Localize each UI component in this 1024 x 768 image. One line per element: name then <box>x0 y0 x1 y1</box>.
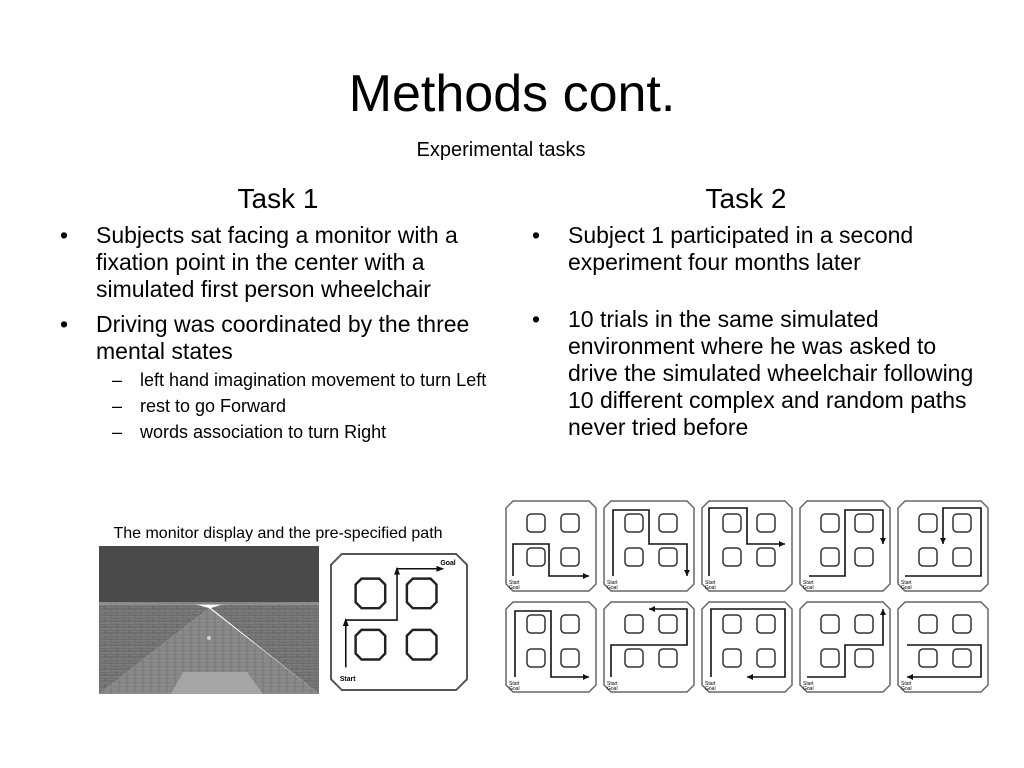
bullet-glyph: • <box>532 306 541 332</box>
map-obstacle-block <box>659 514 677 532</box>
map-obstacle-block <box>723 548 741 566</box>
start-label: Start <box>607 580 618 586</box>
goal-label: Goal <box>440 559 456 567</box>
map-obstacle-block <box>527 514 545 532</box>
map-obstacle-block <box>561 649 579 667</box>
task2-bullet-text: 10 trials in the same simulated environment where he was asked to drive the simulated wheelchair following 10 different complex and random paths never tried before <box>568 306 974 440</box>
goal-label: Goal <box>901 686 912 692</box>
slide-subtitle: Experimental tasks <box>416 139 586 161</box>
goal-label: Goal <box>607 585 618 591</box>
start-label: Start <box>705 681 716 687</box>
map-obstacle-block <box>561 615 579 633</box>
start-label: Start <box>901 580 912 586</box>
task1-heading: Task 1 <box>237 183 319 214</box>
map-obstacle-block <box>757 615 775 633</box>
task2-heading: Task 2 <box>705 183 787 214</box>
map-obstacle-block <box>855 649 873 667</box>
task2-bullet-item <box>528 222 974 276</box>
goal-label: Goal <box>901 585 912 591</box>
map-obstacle-block <box>659 548 677 566</box>
task1-bullet-text: Driving was coordinated by the three mental states <box>96 311 470 364</box>
task1-sub-item <box>100 395 502 417</box>
slide-title: Methods cont. <box>348 65 676 123</box>
map-obstacle-block <box>561 548 579 566</box>
map-obstacle-block <box>855 548 873 566</box>
map-obstacle-block <box>919 649 937 667</box>
task2-bullet-item <box>528 306 974 441</box>
task1-sub-list <box>96 369 502 443</box>
start-label: Start <box>509 580 520 586</box>
map-obstacle-block <box>919 615 937 633</box>
simulated-corridor-image <box>99 546 319 694</box>
map-obstacle-block <box>625 649 643 667</box>
trial-path-map <box>505 500 597 592</box>
map-obstacle-block <box>527 615 545 633</box>
task1-sub-text: rest to go Forward <box>140 396 287 416</box>
map-obstacle-block <box>723 615 741 633</box>
start-label: Start <box>901 681 912 687</box>
start-label: Start <box>803 681 814 687</box>
dash-glyph: – <box>112 422 123 442</box>
map-frame <box>506 501 596 591</box>
map-obstacle-block <box>625 615 643 633</box>
trial-path-map <box>897 500 989 592</box>
map-obstacle-block <box>821 514 839 532</box>
start-label: Start <box>509 681 520 687</box>
start-label: Start <box>705 580 716 586</box>
figure-caption: The monitor display and the pre-specified path <box>113 525 443 542</box>
bullet-glyph: • <box>532 222 541 248</box>
map-obstacle-block <box>757 649 775 667</box>
map-obstacle-block <box>723 649 741 667</box>
trial-path-map <box>701 500 793 592</box>
map-obstacle-block <box>855 514 873 532</box>
task1-sub-text: left hand imagination movement to turn Left <box>140 370 487 390</box>
goal-label: Goal <box>607 686 618 692</box>
map-obstacle-block <box>953 514 971 532</box>
map-obstacle-block <box>625 514 643 532</box>
map-frame <box>604 602 694 692</box>
task1-sub-text: words association to turn Right <box>140 422 387 442</box>
task1-sub-item <box>100 369 502 391</box>
task1-bullet-item <box>56 222 502 303</box>
trial-path-map <box>603 601 695 693</box>
map-obstacle-block <box>953 548 971 566</box>
goal-label: Goal <box>509 585 520 591</box>
start-label: Start <box>803 580 814 586</box>
map-obstacle-block <box>527 649 545 667</box>
map-obstacle-block <box>953 615 971 633</box>
goal-label: Goal <box>803 585 814 591</box>
map-obstacle-block <box>561 514 579 532</box>
trial-path-map <box>897 601 989 693</box>
task1-bullet-item <box>56 311 502 443</box>
map-obstacle-block <box>821 615 839 633</box>
trial-path-map <box>799 500 891 592</box>
goal-label: Goal <box>803 686 814 692</box>
pre-specified-path-map <box>330 553 468 691</box>
map-obstacle-block <box>919 548 937 566</box>
task2-bullet-list <box>528 222 974 441</box>
map-obstacle-block <box>953 649 971 667</box>
dash-glyph: – <box>112 396 123 416</box>
map-obstacle-block <box>821 649 839 667</box>
start-label: Start <box>607 681 618 687</box>
bullet-glyph: • <box>60 311 69 337</box>
map-obstacle-block <box>821 548 839 566</box>
trial-path-map <box>701 601 793 693</box>
task2-bullet-text: Subject 1 participated in a second experiment four months later <box>568 222 914 275</box>
goal-label: Goal <box>705 686 716 692</box>
start-label: Start <box>339 676 356 684</box>
map-obstacle-block <box>659 649 677 667</box>
task1-bullet-list <box>56 222 502 447</box>
map-obstacle-block <box>659 615 677 633</box>
task1-sub-item <box>100 421 502 443</box>
map-obstacle-block <box>723 514 741 532</box>
trial-path-map <box>505 601 597 693</box>
task1-bullet-text: Subjects sat facing a monitor with a fixation point in the center with a simulated first person wheelchair <box>96 222 458 302</box>
goal-label: Goal <box>705 585 716 591</box>
map-obstacle-block <box>625 548 643 566</box>
goal-label: Goal <box>509 686 520 692</box>
map-obstacle-block <box>855 615 873 633</box>
trial-path-map <box>603 500 695 592</box>
bullet-glyph: • <box>60 222 69 248</box>
map-obstacle-block <box>919 514 937 532</box>
dash-glyph: – <box>112 370 123 390</box>
map-obstacle-block <box>757 548 775 566</box>
map-obstacle-block <box>527 548 545 566</box>
map-frame <box>702 602 792 692</box>
trial-path-map <box>799 601 891 693</box>
map-obstacle-block <box>757 514 775 532</box>
